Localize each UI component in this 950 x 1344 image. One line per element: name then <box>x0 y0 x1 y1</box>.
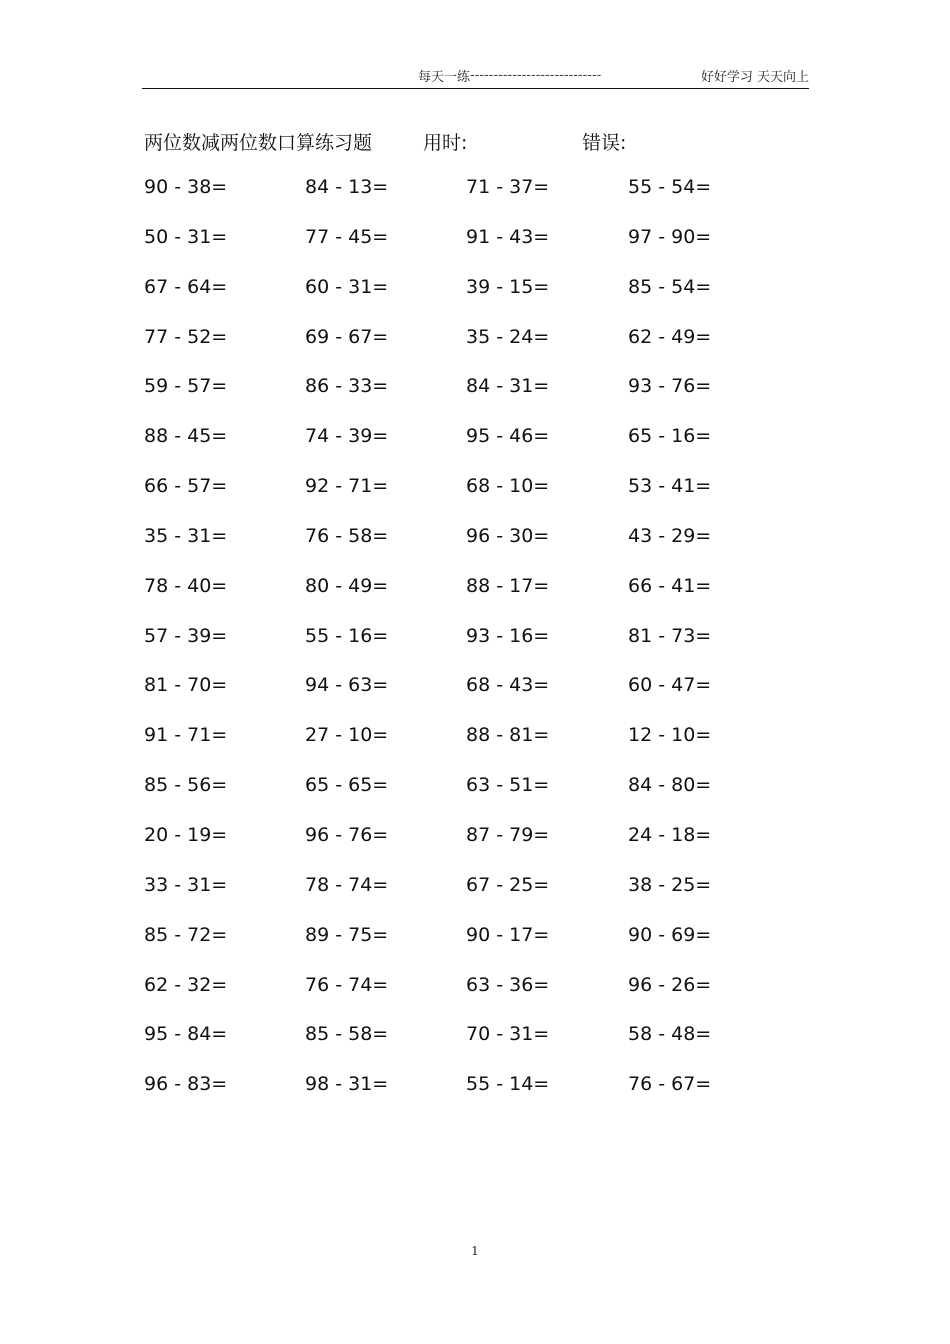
problem-item: 96 - 26= <box>628 973 712 996</box>
problem-item: 84 - 31= <box>466 375 550 398</box>
problem-item: 67 - 64= <box>144 275 228 298</box>
problem-row <box>144 575 784 625</box>
page-number: 1 <box>471 1244 479 1258</box>
problem-item: 50 - 31= <box>144 225 228 248</box>
problem-item: 33 - 31= <box>144 873 228 896</box>
problem-item: 20 - 19= <box>144 823 228 846</box>
problem-item: 60 - 47= <box>628 674 712 697</box>
problem-item: 89 - 75= <box>305 923 389 946</box>
problem-item: 88 - 45= <box>144 425 228 448</box>
problem-item: 84 - 80= <box>628 774 712 797</box>
problem-item: 76 - 74= <box>305 973 389 996</box>
problem-item: 35 - 24= <box>466 325 550 348</box>
problem-item: 88 - 17= <box>466 574 550 597</box>
problem-item: 62 - 49= <box>628 325 712 348</box>
problem-item: 90 - 69= <box>628 923 712 946</box>
problem-item: 35 - 31= <box>144 524 228 547</box>
header-right-text: 好好学习 天天向上 <box>700 69 809 85</box>
problem-item: 96 - 30= <box>466 524 550 547</box>
problem-item: 95 - 46= <box>466 425 550 448</box>
header-dash-leader: ---------------------------- <box>470 67 602 83</box>
problem-item: 81 - 73= <box>628 624 712 647</box>
worksheet-title: 两位数减两位数口算练习题 <box>144 132 373 154</box>
problem-item: 70 - 31= <box>466 1023 550 1046</box>
problem-item: 95 - 84= <box>144 1023 228 1046</box>
problem-row <box>144 974 784 1024</box>
problem-row <box>144 226 784 276</box>
problem-item: 93 - 76= <box>628 375 712 398</box>
problem-item: 90 - 38= <box>144 176 228 198</box>
problem-item: 66 - 41= <box>628 574 712 597</box>
problem-item: 97 - 90= <box>628 225 712 248</box>
problem-row <box>144 326 784 376</box>
problem-item: 78 - 74= <box>305 873 389 896</box>
problem-item: 91 - 71= <box>144 724 228 747</box>
problem-item: 87 - 79= <box>466 823 550 846</box>
problem-item: 66 - 57= <box>144 475 228 498</box>
problem-item: 53 - 41= <box>628 475 712 498</box>
problem-item: 77 - 52= <box>144 325 228 348</box>
problem-row <box>144 924 784 974</box>
problem-item: 84 - 13= <box>305 176 389 198</box>
problem-item: 38 - 25= <box>628 873 712 896</box>
problem-item: 88 - 81= <box>466 724 550 747</box>
problem-item: 77 - 45= <box>305 225 389 248</box>
problem-row <box>144 674 784 724</box>
problem-row <box>144 774 784 824</box>
problem-item: 94 - 63= <box>305 674 389 697</box>
problem-item: 55 - 14= <box>466 1073 550 1096</box>
problem-item: 86 - 33= <box>305 375 389 398</box>
problem-row <box>144 625 784 675</box>
problem-row <box>144 724 784 774</box>
problem-item: 91 - 43= <box>466 225 550 248</box>
problem-item: 74 - 39= <box>305 425 389 448</box>
problem-item: 98 - 31= <box>305 1073 389 1096</box>
problem-item: 76 - 67= <box>628 1073 712 1096</box>
problem-item: 59 - 57= <box>144 375 228 398</box>
problem-item: 24 - 18= <box>628 823 712 846</box>
problem-item: 68 - 43= <box>466 674 550 697</box>
problem-item: 58 - 48= <box>628 1023 712 1046</box>
problem-item: 80 - 49= <box>305 574 389 597</box>
problem-row <box>144 375 784 425</box>
problem-item: 90 - 17= <box>466 923 550 946</box>
header-rule <box>142 88 809 89</box>
problem-item: 81 - 70= <box>144 674 228 697</box>
problem-item: 85 - 56= <box>144 774 228 797</box>
problem-item: 55 - 54= <box>628 176 712 198</box>
problem-item: 57 - 39= <box>144 624 228 647</box>
problem-item: 55 - 16= <box>305 624 389 647</box>
problem-item: 65 - 65= <box>305 774 389 797</box>
errors-label: 错误: <box>582 132 627 154</box>
problem-item: 93 - 16= <box>466 624 550 647</box>
time-label: 用时: <box>423 132 468 154</box>
problem-item: 63 - 36= <box>466 973 550 996</box>
problem-row <box>144 1073 784 1123</box>
problem-item: 96 - 83= <box>144 1073 228 1096</box>
problem-item: 27 - 10= <box>305 724 389 747</box>
problem-item: 85 - 72= <box>144 923 228 946</box>
problem-item: 71 - 37= <box>466 176 550 198</box>
problem-grid <box>144 176 784 1123</box>
problem-row <box>144 874 784 924</box>
problem-item: 67 - 25= <box>466 873 550 896</box>
problem-row <box>144 525 784 575</box>
problem-row <box>144 276 784 326</box>
problem-item: 78 - 40= <box>144 574 228 597</box>
header-left-text: 每天一练 <box>418 69 471 85</box>
problem-item: 63 - 51= <box>466 774 550 797</box>
problem-row <box>144 176 784 226</box>
problem-item: 65 - 16= <box>628 425 712 448</box>
problem-item: 69 - 67= <box>305 325 389 348</box>
page-header <box>142 64 809 86</box>
problem-row <box>144 1023 784 1073</box>
problem-item: 92 - 71= <box>305 475 389 498</box>
problem-row <box>144 425 784 475</box>
problem-item: 62 - 32= <box>144 973 228 996</box>
problem-item: 96 - 76= <box>305 823 389 846</box>
problem-item: 68 - 10= <box>466 475 550 498</box>
problem-item: 12 - 10= <box>628 724 712 747</box>
problem-item: 43 - 29= <box>628 524 712 547</box>
problem-item: 39 - 15= <box>466 275 550 298</box>
problem-item: 85 - 58= <box>305 1023 389 1046</box>
problem-item: 76 - 58= <box>305 524 389 547</box>
problem-item: 85 - 54= <box>628 275 712 298</box>
problem-row <box>144 475 784 525</box>
problem-item: 60 - 31= <box>305 275 389 298</box>
problem-row <box>144 824 784 874</box>
